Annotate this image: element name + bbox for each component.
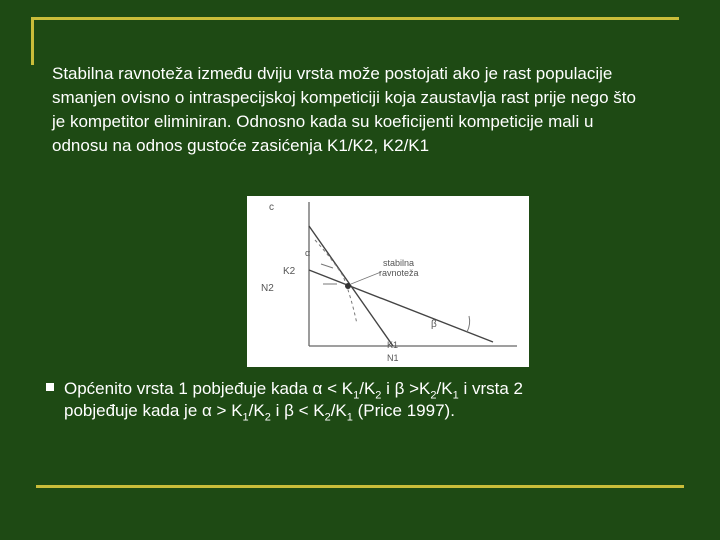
- beta-arc: [467, 316, 470, 332]
- axis-label-k2: K2: [283, 266, 296, 277]
- axis-label-n2: N2: [261, 283, 274, 294]
- bullet-square-icon: [46, 383, 54, 391]
- bullet-line-1: Općenito vrsta 1 pobjeđuje kada $\alpha < K_1/K_2$ i $\beta >K_2/K_1$ i vrsta 2: [64, 379, 523, 402]
- bullet-item: [46, 378, 686, 422]
- frame-bottom-line: [36, 485, 684, 488]
- bullet-text: [64, 378, 686, 422]
- axis-label-n1: N1: [387, 353, 399, 363]
- intro-paragraph: Stabilna ravnoteža između dviju vrsta može postojati ako je rast populacije smanjen ovisno o intraspecijskoj kompeticiji koja zaustavlja rast prije nego što je kompetitor eliminiran. Odnosno kada su koeficijenti kompeticije mali u odnosu na odnos gustoće zasićenja K1/K2, K2/K1: [52, 64, 636, 155]
- trajectory-curve: [315, 240, 357, 324]
- stable-label-line2: ravnoteža: [379, 268, 419, 278]
- competition-diagram: [247, 196, 529, 367]
- arrow-mark: [321, 264, 333, 268]
- isocline-species-2: [309, 270, 493, 342]
- label-leader-line: [351, 272, 381, 284]
- stable-label-line1: stabilna: [383, 258, 415, 268]
- frame-top-line: [31, 17, 679, 20]
- equilibrium-point: [345, 283, 351, 289]
- alpha-label: α: [305, 248, 311, 258]
- frame-left-line: [31, 17, 34, 65]
- axis-label-k1: K1: [387, 340, 399, 350]
- bullet-line-2: pobjeđuje kada je $\alpha > K_1/K_2$ i $\beta < K_2/K_1$ (Price 1997).: [64, 401, 455, 424]
- beta-label: β: [431, 319, 437, 330]
- axis-label-c: c: [269, 202, 274, 213]
